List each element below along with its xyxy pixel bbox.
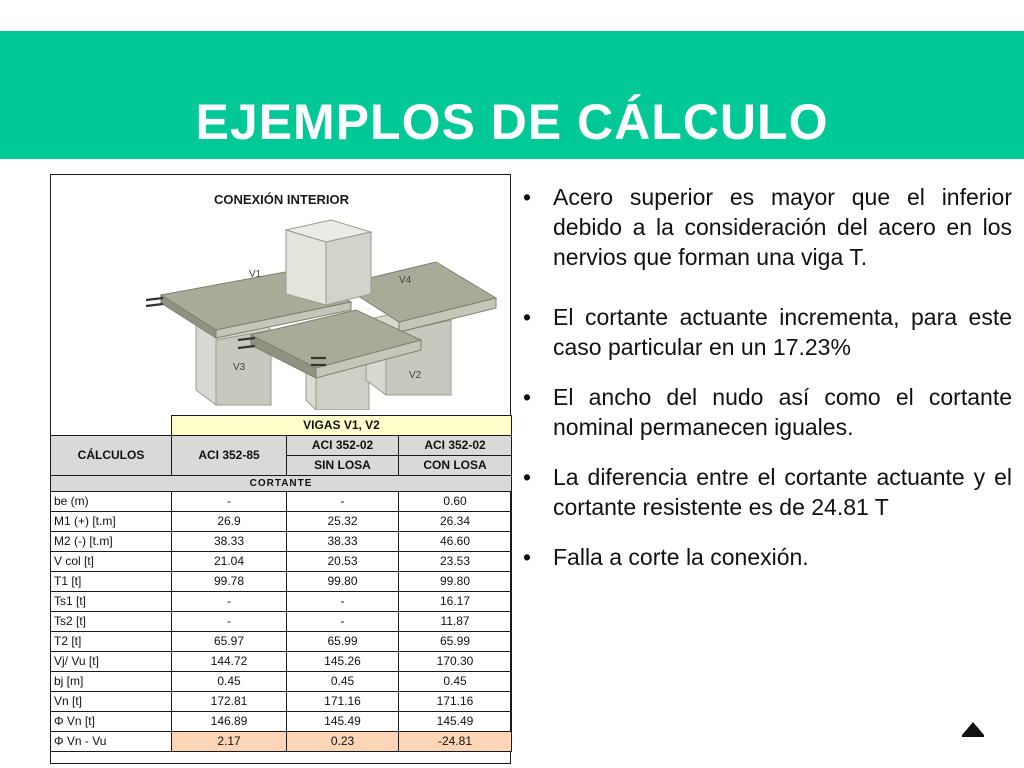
table-row (51, 512, 512, 532)
table-row (51, 612, 512, 632)
table-row (51, 592, 512, 612)
cell-aci-02-sin-losa: 0.23 (287, 732, 399, 752)
blank-corner (51, 416, 172, 436)
row-label: Ts1 [t] (51, 592, 172, 612)
title-banner (0, 31, 1024, 159)
cell-aci-02-sin-losa: 65.99 (287, 632, 399, 652)
cell-aci-02-con-losa: -24.81 (399, 732, 512, 752)
table-row (51, 672, 512, 692)
row-label: T2 [t] (51, 632, 172, 652)
beam-label-v4: V4 (399, 275, 412, 286)
table-row (51, 692, 512, 712)
table-body (51, 492, 512, 752)
row-label: be (m) (51, 492, 172, 512)
cell-aci-85: 144.72 (172, 652, 287, 672)
table-row (51, 572, 512, 592)
group-header: VIGAS V1, V2 (172, 416, 512, 436)
slide-title: EJEMPLOS DE CÁLCULO (195, 94, 829, 150)
row-label: T1 [t] (51, 572, 172, 592)
cell-aci-85: 26.9 (172, 512, 287, 532)
row-label: Vn [t] (51, 692, 172, 712)
cell-aci-85: - (172, 492, 287, 512)
bullet-item: • El ancho del nudo así como el cortante nominal permanecen iguales. (520, 382, 1012, 442)
calculation-table (50, 415, 512, 752)
cell-aci-85: 38.33 (172, 532, 287, 552)
col-header-calculos: CÁLCULOS (51, 436, 172, 476)
interior-connection-diagram (131, 210, 501, 410)
cell-aci-85: 99.78 (172, 572, 287, 592)
figure-title: CONEXIÓN INTERIOR (213, 192, 350, 207)
row-label: V col [t] (51, 552, 172, 572)
col-header-aci-02-sin: ACI 352-02 (287, 436, 399, 456)
bullet-item: • Acero superior es mayor que el inferior debido a la consideración del acero en los nervios que forman una viga T. (520, 182, 1012, 272)
section-header-cortante: CORTANTE (51, 476, 512, 492)
row-label: M2 (-) [t.m] (51, 532, 172, 552)
cell-aci-02-con-losa: 0.45 (399, 672, 512, 692)
col-header-aci-02-con: ACI 352-02 (399, 436, 512, 456)
bullet-item: • El cortante actuante incrementa, para este caso particular en un 17.23% (520, 302, 1012, 362)
table-row (51, 532, 512, 552)
subheader-con-losa: CON LOSA (399, 456, 512, 476)
cell-aci-02-con-losa: 46.60 (399, 532, 512, 552)
cell-aci-02-con-losa: 11.87 (399, 612, 512, 632)
cell-aci-02-con-losa: 23.53 (399, 552, 512, 572)
cell-aci-02-sin-losa: - (287, 592, 399, 612)
row-label: Ts2 [t] (51, 612, 172, 632)
cell-aci-02-con-losa: 170.30 (399, 652, 512, 672)
cell-aci-02-sin-losa: 0.45 (287, 672, 399, 692)
cell-aci-02-sin-losa: 38.33 (287, 532, 399, 552)
table-row (51, 492, 512, 512)
cell-aci-02-sin-losa: 99.80 (287, 572, 399, 592)
cell-aci-02-con-losa: 171.16 (399, 692, 512, 712)
beam-label-v1: V1 (249, 269, 262, 280)
cell-aci-02-sin-losa: - (287, 492, 399, 512)
cell-aci-02-con-losa: 145.49 (399, 712, 512, 732)
cell-aci-02-sin-losa: 145.26 (287, 652, 399, 672)
bullet-item: • Falla a corte la conexión. (520, 542, 1012, 572)
bullet-item: • La diferencia entre el cortante actuante y el cortante resistente es de 24.81 T (520, 462, 1012, 522)
table-row (51, 632, 512, 652)
cell-aci-85: 0.45 (172, 672, 287, 692)
subheader-sin-losa: SIN LOSA (287, 456, 399, 476)
beam-label-v3: V3 (233, 362, 246, 373)
cell-aci-85: - (172, 592, 287, 612)
row-label: bj [m] (51, 672, 172, 692)
cell-aci-85: - (172, 612, 287, 632)
cell-aci-02-con-losa: 0.60 (399, 492, 512, 512)
cell-aci-85: 146.89 (172, 712, 287, 732)
beam-label-v2: V2 (409, 370, 422, 381)
bullet-list (520, 182, 1012, 572)
cell-aci-02-con-losa: 26.34 (399, 512, 512, 532)
table-row (51, 652, 512, 672)
row-label: M1 (+) [t.m] (51, 512, 172, 532)
cell-aci-02-sin-losa: 145.49 (287, 712, 399, 732)
cell-aci-02-con-losa: 99.80 (399, 572, 512, 592)
row-label: Vj/ Vu [t] (51, 652, 172, 672)
cell-aci-02-sin-losa: 171.16 (287, 692, 399, 712)
row-label: Φ Vn - Vu (51, 732, 172, 752)
table-row (51, 732, 512, 752)
cell-aci-85: 65.97 (172, 632, 287, 652)
cell-aci-02-sin-losa: 25.32 (287, 512, 399, 532)
col-header-aci-85: ACI 352-85 (172, 436, 287, 476)
cell-aci-02-sin-losa: - (287, 612, 399, 632)
row-label: Φ Vn [t] (51, 712, 172, 732)
cell-aci-02-con-losa: 16.17 (399, 592, 512, 612)
table-row (51, 552, 512, 572)
cell-aci-02-con-losa: 65.99 (399, 632, 512, 652)
cell-aci-85: 172.81 (172, 692, 287, 712)
cell-aci-85: 21.04 (172, 552, 287, 572)
cell-aci-02-sin-losa: 20.53 (287, 552, 399, 572)
cell-aci-85: 2.17 (172, 732, 287, 752)
triangle-up-icon[interactable] (961, 720, 985, 738)
table-row (51, 712, 512, 732)
